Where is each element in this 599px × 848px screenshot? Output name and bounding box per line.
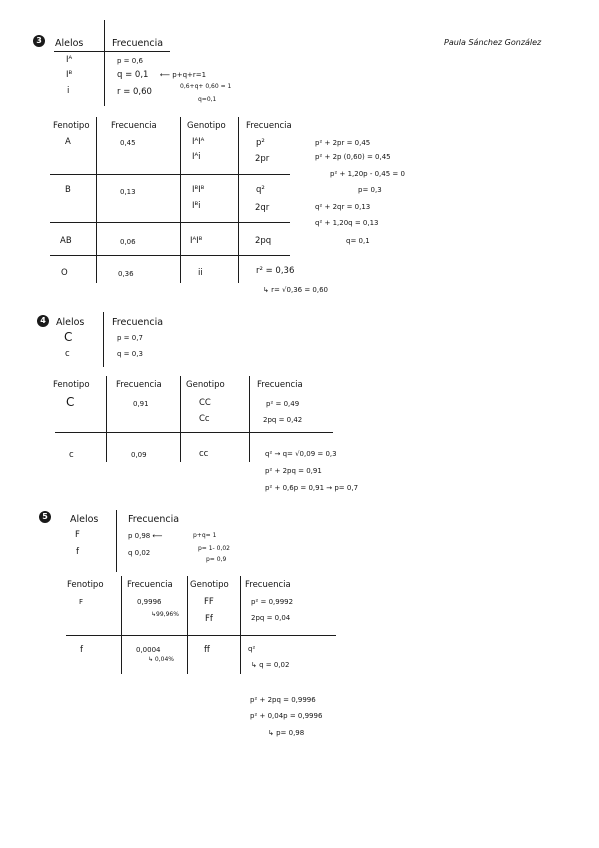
row-c-genotipo-2: Cc bbox=[199, 414, 210, 424]
row-ff-genotipo: ff bbox=[204, 645, 210, 655]
freq-q: q 0,02 bbox=[128, 549, 151, 557]
th-fenotipo: Fenotipo bbox=[53, 380, 90, 390]
side-calc-6: q² + 1,20q = 0,13 bbox=[315, 219, 379, 227]
table-col-line bbox=[238, 117, 239, 283]
row-ab-frec: 2pq bbox=[255, 236, 272, 246]
freq-p: p 0,98 ⟵ bbox=[128, 532, 163, 540]
th-frecuencia-2: Frecuencia bbox=[245, 580, 291, 590]
alelo-2: c bbox=[65, 349, 70, 359]
table-col-line bbox=[187, 576, 188, 674]
alelos-header: Alelos bbox=[55, 38, 84, 49]
side-calc-5: q² + 2qr = 0,13 bbox=[315, 203, 371, 211]
freq-p-note: p+q= 1 bbox=[193, 532, 217, 539]
table-row-line bbox=[50, 174, 290, 175]
table-col-line bbox=[180, 376, 181, 462]
row-f-frecuencia: 0,9996 bbox=[137, 598, 162, 606]
alelo-2: Iᴮ bbox=[66, 70, 73, 80]
frecuencia-header: Frecuencia bbox=[128, 514, 180, 525]
row-c-frec-1: p² = 0,49 bbox=[266, 400, 300, 408]
freq-r: r = 0,60 bbox=[117, 87, 152, 97]
row-ab-genotipo: IᴬIᴮ bbox=[190, 236, 203, 246]
table-row-line bbox=[66, 635, 336, 636]
frecuencia-header: Frecuencia bbox=[112, 38, 164, 49]
table-row-line bbox=[55, 432, 333, 433]
calc-line-1: p² + 2pq = 0,91 bbox=[265, 467, 322, 475]
row-a-genotipo-2: Iᴬi bbox=[192, 152, 201, 162]
row-f-frecuencia-pct: ↳99,96% bbox=[151, 611, 179, 618]
problem-number-badge: 5 bbox=[39, 511, 51, 523]
row-a-fenotipo: A bbox=[65, 137, 71, 147]
row-ff-frec-2: ↳ q = 0,02 bbox=[251, 661, 290, 669]
calc-line-2: p² + 0,6p = 0,91 → p= 0,7 bbox=[265, 484, 359, 492]
freq-q-calc-1: p= 1- 0,02 bbox=[198, 545, 230, 552]
row-cc-fenotipo: c bbox=[69, 450, 74, 460]
th-frecuencia: Frecuencia bbox=[111, 121, 157, 131]
row-f-fenotipo: F bbox=[79, 598, 84, 606]
calc-line-3: ↳ p= 0,98 bbox=[268, 729, 305, 737]
row-c-frec-2: 2pq = 0,42 bbox=[263, 416, 303, 424]
th-fenotipo: Fenotipo bbox=[53, 121, 90, 131]
row-b-frec-2: 2qr bbox=[255, 203, 270, 213]
alelo-1: C bbox=[64, 330, 73, 344]
r-calculation: ↳ r= √0,36 = 0,60 bbox=[263, 286, 329, 294]
problem-number-badge: 4 bbox=[37, 315, 49, 327]
alelos-divider bbox=[103, 312, 104, 367]
alelo-3: i bbox=[67, 86, 70, 96]
freq-q-note: ⟵ p+q+r=1 bbox=[160, 71, 207, 79]
freq-q-calc-2: p= 0,9 bbox=[206, 556, 227, 563]
frecuencia-header: Frecuencia bbox=[112, 317, 164, 328]
th-frecuencia-2: Frecuencia bbox=[257, 380, 303, 390]
th-genotipo: Genotipo bbox=[186, 380, 225, 390]
row-b-frecuencia: 0,13 bbox=[120, 188, 136, 196]
table-col-line bbox=[249, 376, 250, 462]
calc-line-2: p² + 0,04p = 0,9996 bbox=[250, 712, 323, 720]
alelo-1: Iᴬ bbox=[66, 55, 73, 65]
alelos-header: Alelos bbox=[56, 317, 85, 328]
table-row-line bbox=[50, 255, 290, 256]
alelos-header: Alelos bbox=[70, 514, 99, 525]
row-b-genotipo-2: Iᴮi bbox=[192, 201, 201, 211]
alelos-divider bbox=[116, 510, 117, 572]
freq-q-result: q=0,1 bbox=[198, 96, 217, 103]
row-b-fenotipo: B bbox=[65, 185, 71, 195]
table-col-line bbox=[121, 576, 122, 674]
row-o-frec: r² = 0,36 bbox=[256, 266, 295, 276]
freq-q: q = 0,3 bbox=[117, 350, 143, 358]
row-a-frec-1: p² bbox=[256, 138, 265, 148]
row-c-frecuencia: 0,91 bbox=[133, 400, 149, 408]
row-cc-frecuencia: 0,09 bbox=[131, 451, 147, 459]
row-o-genotipo: ii bbox=[198, 268, 203, 278]
header-underline bbox=[54, 51, 170, 52]
alelo-2: f bbox=[76, 547, 79, 557]
row-a-frecuencia: 0,45 bbox=[120, 139, 136, 147]
th-fenotipo: Fenotipo bbox=[67, 580, 104, 590]
row-cc-genotipo: cc bbox=[199, 449, 209, 459]
row-ab-fenotipo: AB bbox=[60, 236, 72, 246]
table-col-line bbox=[96, 117, 97, 283]
th-frecuencia-2: Frecuencia bbox=[246, 121, 292, 131]
row-c-genotipo-1: CC bbox=[199, 398, 211, 408]
side-calc-1: p² + 2pr = 0,45 bbox=[315, 139, 371, 147]
author-name: Paula Sánchez González bbox=[444, 38, 542, 47]
row-c-fenotipo: C bbox=[66, 395, 75, 409]
row-f-frec-2: 2pq = 0,04 bbox=[251, 614, 291, 622]
row-ff-frecuencia-pct: ↳ 0,04% bbox=[148, 656, 174, 663]
row-o-fenotipo: O bbox=[61, 268, 68, 278]
row-ff-frec-1: q² bbox=[248, 645, 256, 653]
calc-line-1: p² + 2pq = 0,9996 bbox=[250, 696, 316, 704]
row-f-genotipo-1: FF bbox=[204, 597, 214, 607]
freq-p: p = 0,6 bbox=[117, 57, 143, 65]
side-calc-4: p= 0,3 bbox=[358, 186, 382, 194]
row-f-frec-1: p² = 0,9992 bbox=[251, 598, 294, 606]
row-ff-fenotipo: f bbox=[80, 645, 83, 655]
row-cc-frec: q² → q= √0,09 = 0,3 bbox=[265, 450, 337, 458]
alelos-divider bbox=[104, 20, 105, 106]
row-b-frec-1: q² bbox=[256, 185, 265, 195]
row-b-genotipo-1: IᴮIᴮ bbox=[192, 185, 205, 195]
row-f-genotipo-2: Ff bbox=[205, 614, 213, 624]
row-ff-frecuencia: 0,0004 bbox=[136, 646, 161, 654]
table-col-line bbox=[240, 576, 241, 674]
table-col-line bbox=[180, 117, 181, 283]
row-o-frecuencia: 0,36 bbox=[118, 270, 134, 278]
row-a-genotipo-1: IᴬIᴬ bbox=[192, 137, 205, 147]
th-frecuencia: Frecuencia bbox=[127, 580, 173, 590]
row-a-frec-2: 2pr bbox=[255, 154, 270, 164]
side-calc-2: p² + 2p (0,60) = 0,45 bbox=[315, 153, 391, 161]
table-col-line bbox=[106, 376, 107, 462]
side-calc-3: p² + 1,20p - 0,45 = 0 bbox=[330, 170, 405, 178]
freq-q-calc: 0,6+q+ 0,60 = 1 bbox=[180, 83, 232, 90]
side-calc-7: q= 0,1 bbox=[346, 237, 370, 245]
freq-q: q = 0,1 bbox=[117, 70, 149, 80]
th-genotipo: Genotipo bbox=[187, 121, 226, 131]
freq-p: p = 0,7 bbox=[117, 334, 143, 342]
problem-number-badge: 3 bbox=[33, 35, 45, 47]
alelo-1: F bbox=[75, 530, 80, 540]
th-genotipo: Genotipo bbox=[190, 580, 229, 590]
table-row-line bbox=[50, 222, 290, 223]
row-ab-frecuencia: 0,06 bbox=[120, 238, 136, 246]
th-frecuencia: Frecuencia bbox=[116, 380, 162, 390]
